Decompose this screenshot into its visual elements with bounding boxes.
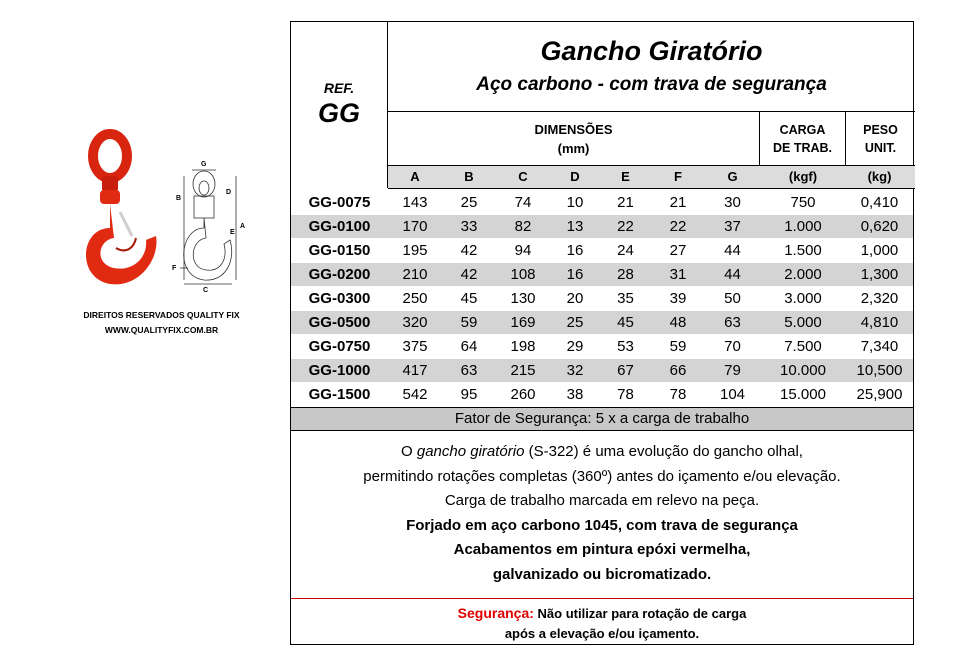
cell-carga: 3.000 (784, 290, 822, 307)
cell-f: 21 (669, 194, 687, 211)
credits-line: DIREITOS RESERVADOS QUALITY FIX (83, 310, 240, 320)
cell-carga: 750 (790, 194, 816, 211)
table-row (291, 383, 913, 407)
cell-ref: GG-0200 (308, 266, 371, 283)
table-row (291, 311, 913, 335)
product-subtitle: Aço carbono - com trava de segurança (476, 74, 827, 95)
cell-ref: GG-0750 (308, 338, 371, 355)
cell-carga: 5.000 (784, 314, 822, 331)
cell-b: 64 (460, 338, 478, 355)
cell-d: 13 (566, 218, 584, 235)
column-header: (kg) (867, 169, 892, 184)
description-line: Carga de trabalho marcada em relevo na peça. (444, 492, 760, 509)
column-header: B (464, 169, 474, 184)
table-row (291, 335, 913, 359)
cell-a: 195 (402, 242, 428, 259)
cell-f: 22 (669, 218, 687, 235)
cell-peso: 1,300 (860, 266, 899, 283)
cell-ref: GG-0150 (308, 242, 371, 259)
column-header-row (388, 165, 915, 189)
description-text: O (401, 443, 417, 460)
dimensions-label: DIMENSÕES (534, 122, 613, 137)
column-header: F (674, 169, 682, 184)
credits-url: WWW.QUALITYFIX.COM.BR (104, 325, 219, 335)
description-line-bold: Acabamentos em pintura epóxi vermelha, (453, 541, 751, 558)
dim-label-g: G (201, 161, 207, 168)
cell-g: 79 (724, 362, 741, 379)
cell-ref: GG-1500 (308, 386, 371, 403)
cell-f: 59 (669, 338, 687, 355)
carga-header (760, 112, 846, 165)
cell-e: 35 (617, 290, 634, 307)
warning-line (291, 603, 913, 624)
cell-a: 320 (402, 314, 428, 331)
dim-label-d: D (226, 189, 232, 196)
description-line-bold: galvanizado ou bicromatizado. (492, 565, 712, 583)
cell-g: 37 (724, 218, 741, 235)
cell-b: 45 (460, 290, 478, 307)
technical-drawing (180, 170, 236, 284)
cell-c: 198 (510, 338, 536, 355)
product-description (291, 440, 913, 587)
red-hook-photo (86, 134, 157, 284)
safety-warning (291, 598, 913, 644)
cell-g: 70 (724, 338, 741, 355)
cell-e: 22 (617, 218, 634, 235)
dim-label-c: C (203, 287, 209, 294)
cell-c: 74 (514, 194, 532, 211)
cell-c: 108 (510, 266, 536, 283)
product-image-area (0, 0, 290, 666)
cell-a: 250 (402, 290, 428, 307)
cell-ref: GG-0300 (308, 290, 371, 307)
table-row (291, 359, 913, 383)
cell-d: 25 (566, 314, 584, 331)
cell-ref: GG-0100 (308, 218, 371, 235)
cell-e: 28 (617, 266, 634, 283)
cell-a: 417 (402, 362, 428, 379)
title-header (388, 22, 915, 112)
column-header: G (727, 169, 738, 184)
cell-e: 24 (617, 242, 634, 259)
copyright-credits (44, 308, 279, 338)
cell-b: 25 (460, 194, 478, 211)
cell-e: 45 (617, 314, 634, 331)
cell-d: 20 (566, 290, 584, 307)
safety-factor: Fator de Segurança: 5 x a carga de trabalho (291, 407, 913, 431)
cell-d: 32 (566, 362, 584, 379)
cell-c: 82 (514, 218, 532, 235)
cell-carga: 2.000 (784, 266, 822, 283)
cell-e: 67 (617, 362, 634, 379)
cell-b: 42 (460, 266, 478, 283)
dimensions-unit: (mm) (557, 141, 590, 156)
cell-f: 78 (669, 386, 687, 403)
cell-a: 143 (402, 194, 428, 211)
dim-label-a: A (240, 223, 246, 230)
cell-a: 210 (402, 266, 428, 283)
cell-b: 63 (460, 362, 478, 379)
peso-label-1: PESO (863, 123, 898, 137)
cell-c: 130 (510, 290, 536, 307)
cell-a: 375 (402, 338, 428, 355)
cell-peso: 1,000 (860, 242, 899, 259)
cell-peso: 7,340 (860, 338, 899, 355)
peso-label-2: UNIT. (864, 141, 897, 155)
cell-g: 104 (719, 386, 746, 403)
cell-carga: 10.000 (780, 362, 826, 379)
column-header: E (621, 169, 630, 184)
cell-g: 63 (724, 314, 741, 331)
cell-f: 39 (669, 290, 687, 307)
cell-d: 16 (566, 266, 584, 283)
cell-e: 78 (617, 386, 634, 403)
cell-f: 31 (669, 266, 687, 283)
cell-carga: 15.000 (780, 386, 826, 403)
cell-f: 66 (669, 362, 687, 379)
cell-ref: GG-1000 (308, 362, 371, 379)
cell-peso: 0,410 (860, 194, 899, 211)
ref-label: REF. (323, 80, 355, 96)
description-line (291, 440, 913, 465)
cell-peso: 25,900 (856, 386, 903, 403)
column-header: D (570, 169, 580, 184)
cell-d: 16 (566, 242, 584, 259)
warning-label: Segurança: (457, 605, 534, 621)
cell-c: 94 (514, 242, 532, 259)
column-header: C (518, 169, 528, 184)
dimensions-header (388, 112, 760, 165)
cell-carga: 1.000 (784, 218, 822, 235)
cell-f: 48 (669, 314, 687, 331)
carga-label-1: CARGA (779, 123, 826, 137)
cell-carga: 1.500 (784, 242, 822, 259)
dim-label-b: B (176, 195, 182, 202)
cell-peso: 2,320 (860, 290, 899, 307)
cell-c: 169 (510, 314, 536, 331)
description-line-bold: Forjado em aço carbono 1045, com trava de segurança (406, 516, 798, 534)
cell-b: 33 (460, 218, 478, 235)
table-row (291, 191, 913, 215)
table-row (291, 287, 913, 311)
reference-header (291, 22, 388, 188)
cell-c: 260 (510, 386, 536, 403)
cell-ref: GG-0075 (308, 194, 371, 211)
cell-g: 44 (724, 266, 741, 283)
swivel-hook-illustration (70, 128, 246, 296)
table-row (291, 263, 913, 287)
cell-f: 27 (669, 242, 687, 259)
product-spec-table (290, 21, 914, 645)
description-italic: gancho giratório (416, 443, 525, 460)
ref-code: GG (317, 98, 360, 128)
cell-d: 29 (566, 338, 584, 355)
cell-a: 170 (402, 218, 428, 235)
description-line: permitindo rotações completas (360º) antes do içamento e/ou elevação. (363, 467, 841, 485)
warning-line: após a elevação e/ou içamento. (504, 626, 700, 641)
dim-label-f: F (172, 265, 177, 272)
peso-header (846, 112, 915, 165)
table-row (291, 239, 913, 263)
description-text: (S-322) é uma evolução do gancho olhal, (524, 443, 803, 460)
carga-label-2: DE TRAB. (772, 141, 833, 155)
cell-peso: 0,620 (860, 218, 899, 235)
product-title: Gancho Giratório (540, 36, 763, 66)
cell-carga: 7.500 (784, 338, 822, 355)
cell-d: 38 (566, 386, 584, 403)
cell-b: 95 (460, 386, 478, 403)
table-row (291, 215, 913, 239)
column-header: (kgf) (788, 169, 818, 184)
cell-b: 59 (460, 314, 478, 331)
cell-b: 42 (460, 242, 478, 259)
cell-e: 21 (617, 194, 634, 211)
cell-d: 10 (566, 194, 584, 211)
warning-text: Não utilizar para rotação de carga (533, 606, 747, 621)
cell-e: 53 (617, 338, 634, 355)
column-header: A (410, 169, 420, 184)
cell-peso: 10,500 (856, 362, 903, 379)
cell-ref: GG-0500 (308, 314, 371, 331)
cell-g: 44 (724, 242, 741, 259)
cell-g: 50 (724, 290, 741, 307)
cell-a: 542 (402, 386, 428, 403)
cell-c: 215 (510, 362, 536, 379)
cell-g: 30 (724, 194, 741, 211)
dim-label-e: E (230, 229, 235, 236)
cell-peso: 4,810 (860, 314, 899, 331)
